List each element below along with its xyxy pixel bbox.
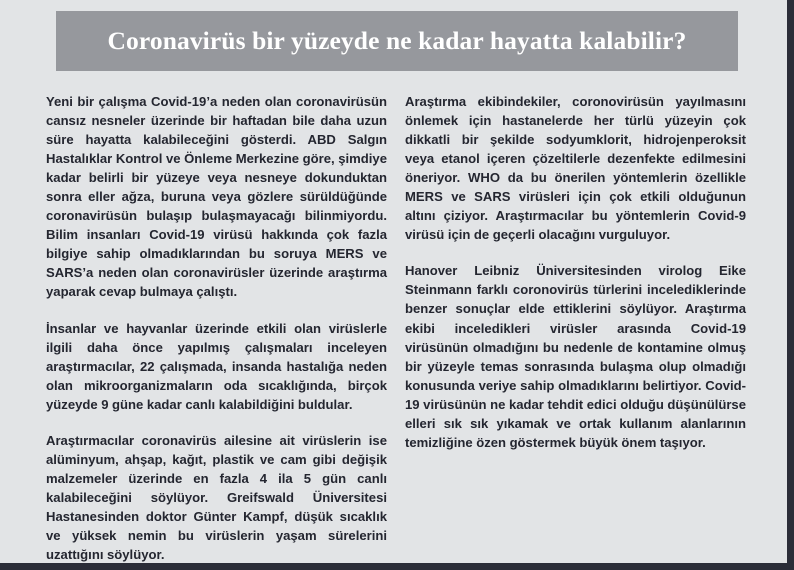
paragraph: Hanover Leibniz Üniversitesinden virolog Eike Steinmann farklı coronovirüs türlerini incelediklerinde benzer sonuçlar elde ettiklerini söylüyor. Araştırma ekibi inceledikleri virüsler arasında Covid-19 virüsünün olmadığını bu nedenle de kontamine olmuş bir yüzeyle temas sonrasında bulaşma olup olmadığı konusunda veriye sahip olmadıklarını belirtiyor. Covid-19 virüsünün ne kadar tehdit edici olduğu düşünülürse elleri sık sık yıkamak ve ortak kullanım alanlarının temizliğine özen göstermek büyük önem taşıyor. [405,263,746,450]
page-title: Coronavirüs bir yüzeyde ne kadar hayatta kalabilir? [107,26,687,56]
right-column [405,92,746,564]
paragraph: Araştırma ekibindekiler, coronovirüsün yayılmasını önlemek için hastanelerde her türlü yüzeyin çok dikkatli bir şekilde sodyumklorit, hidrojenperoksit veya etanol içeren çözeltilerle dezenfekte edilmesini öneriyor. WHO da bu önerilen yöntemlerin özellikle MERS ve SARS virüsleri için çok etkili olduğunun altını çiziyor. Araştırmacılar bu yöntemlerin Covid-9 virüsü için de geçerli olacağını vurguluyor. [405,94,746,243]
paragraph: İnsanlar ve hayvanlar üzerinde etkili olan virüslerle ilgili daha önce yapılmış çalışmaları inceleyen araştırmacılar, 22 çalışmada, insanda hastalığa neden olan mikroorganizmaların oda sıcaklığında, birçok yüzeyde 9 güne kadar canlı kalabildiğini buldular. [46,320,387,412]
left-column [46,92,387,564]
paragraph: Araştırmacılar coronavirüs ailesine ait virüslerin ise alüminyum, ahşap, kağıt, plastik ve cam gibi değişik malzemeler üzerinde en fazla 4 ila 5 gün canlı kalabileceğini söylüyor. Greifswald Üniversitesi Hastanesinden doktor Günter Kampf, düşük sıcaklık ve yüksek nemin bu virüslerin yaşam sürelerini uzattığını söylüyor. [46,432,387,563]
headline-band [56,11,738,71]
article-body [46,92,746,564]
paragraph: Yeni bir çalışma Covid-19’a neden olan coronavirüsün cansız nesneler üzerinde bir haftadan bile daha uzun süre hayatta kalabileceğini gösterdi. ABD Salgın Hastalıklar Kontrol ve Önleme Merkezine göre, şimdiye kadar belirli bir yüzeye veya nesneye dokunduktan sonra eller ağza, buruna veya gözlere sürüldüğünde coronavirüsün bulaşıp bulaşmayacağı bilinmiyordu. Bilim insanları Covid-19 virüsü hakkında çok fazla bilgiye sahip olmadıklarından bu soruya MERS ve SARS’a neden olan coronavirüsler üzerinde araştırma yaparak cevap bulmaya çalıştı. [46,94,387,300]
